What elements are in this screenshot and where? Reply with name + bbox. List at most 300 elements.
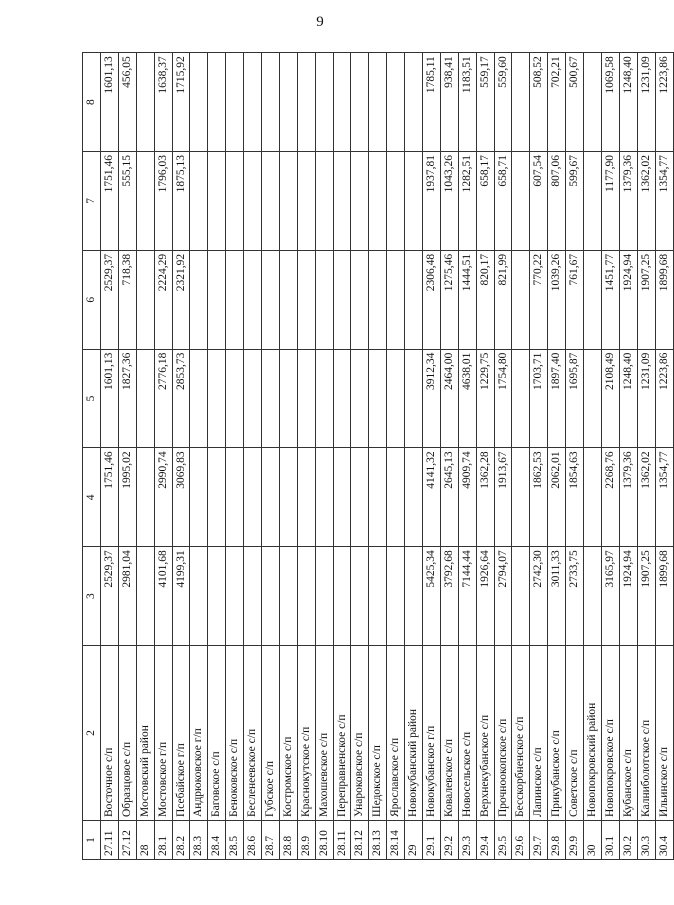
table-cell (280, 546, 297, 645)
table-cell: 1275,46 (441, 250, 458, 349)
table-cell (369, 349, 386, 448)
table-cell: 1897,40 (548, 349, 565, 448)
table-row (530, 52, 548, 860)
table-cell (387, 52, 404, 151)
table-cell (244, 151, 261, 250)
table-cell (351, 151, 368, 250)
table-cell: 3069,83 (173, 447, 190, 546)
table-cell (584, 52, 601, 151)
table-cell: 1248,40 (620, 52, 637, 151)
table-cell (405, 349, 422, 448)
table-cell: 2529,37 (101, 546, 118, 645)
table-cell: 1223,86 (656, 349, 673, 448)
table-cell: 27.12 (119, 820, 136, 860)
table-cell (405, 546, 422, 645)
table-cell: 28.2 (173, 820, 190, 860)
table-cell: 29.8 (548, 820, 565, 860)
table-cell (280, 151, 297, 250)
table-cell (280, 250, 297, 349)
table-cell (262, 52, 279, 151)
table-cell: 607,54 (530, 151, 547, 250)
table-cell: 29.4 (477, 820, 494, 860)
table-cell: 2464,00 (441, 349, 458, 448)
table-cell: 2306,48 (423, 250, 440, 349)
table-cell: 29.7 (530, 820, 547, 860)
table-cell: 5425,34 (423, 546, 440, 645)
table-cell (137, 151, 154, 250)
table-cell (244, 546, 261, 645)
table-cell (316, 151, 333, 250)
table-cell: 28 (137, 820, 154, 860)
table-cell (584, 250, 601, 349)
table-cell: 1282,51 (459, 151, 476, 250)
table-cell (387, 349, 404, 448)
table-cell (351, 349, 368, 448)
table-cell: 28.12 (351, 820, 368, 860)
table-cell: 4141,32 (423, 447, 440, 546)
table-cell: Баговское с/п (208, 645, 225, 820)
table-cell: 1875,13 (173, 151, 190, 250)
table-row (656, 52, 674, 860)
table-cell: 2645,13 (441, 447, 458, 546)
table-row (495, 52, 513, 860)
table-cell: 30.2 (620, 820, 637, 860)
table-cell (316, 52, 333, 151)
table-cell: 1229,75 (477, 349, 494, 448)
table-row (155, 52, 173, 860)
table-cell: Бесскорбненское с/п (512, 645, 529, 820)
table-cell (208, 546, 225, 645)
table-cell: Новосельское с/п (459, 645, 476, 820)
table-cell (280, 52, 297, 151)
table-cell: 1451,77 (602, 250, 619, 349)
table-cell: 1354,77 (656, 447, 673, 546)
table-cell: Кубанское с/п (620, 645, 637, 820)
table-row (244, 52, 262, 860)
table-cell (351, 250, 368, 349)
table-cell: 1862,53 (530, 447, 547, 546)
table-cell: 1601,13 (101, 52, 118, 151)
table-cell: 30 (584, 820, 601, 860)
table-cell (280, 349, 297, 448)
table-cell (584, 447, 601, 546)
table-header-cell: 4 (83, 447, 100, 546)
table-cell: 30.4 (656, 820, 673, 860)
table-cell (369, 151, 386, 250)
table-cell: 28.11 (334, 820, 351, 860)
table-cell: Ярославское с/п (387, 645, 404, 820)
table-cell (137, 52, 154, 151)
table-cell: 1854,63 (566, 447, 583, 546)
table-cell (244, 447, 261, 546)
table-cell: Андрюковское г/п (190, 645, 207, 820)
table-cell: 3792,68 (441, 546, 458, 645)
rotated-table-frame (82, 52, 670, 860)
table-row (459, 52, 477, 860)
table-cell: 2108,49 (602, 349, 619, 448)
table-header-cell: 2 (83, 645, 100, 820)
table-cell: 1907,25 (638, 250, 655, 349)
table-cell: 29.6 (512, 820, 529, 860)
table-cell: 29.1 (423, 820, 440, 860)
table-cell (512, 349, 529, 448)
table-cell: Новопокровский район (584, 645, 601, 820)
table-cell (137, 349, 154, 448)
table-row (423, 52, 441, 860)
table-cell: 28.3 (190, 820, 207, 860)
table-row (101, 52, 119, 860)
table-cell: Прочноокопское с/п (495, 645, 512, 820)
table-cell (190, 546, 207, 645)
table-cell: 1924,94 (620, 546, 637, 645)
table-row (173, 52, 191, 860)
table-cell (262, 546, 279, 645)
table-cell: 2733,75 (566, 546, 583, 645)
table-cell: 1937,81 (423, 151, 440, 250)
table-cell (351, 52, 368, 151)
table-cell (351, 447, 368, 546)
table-cell: 1444,51 (459, 250, 476, 349)
table-cell (584, 151, 601, 250)
table-cell (316, 349, 333, 448)
table-cell (226, 52, 243, 151)
table-row (262, 52, 280, 860)
table-cell (244, 52, 261, 151)
table-header-cell: 3 (83, 546, 100, 645)
table-cell: 555,15 (119, 151, 136, 250)
table-cell: Губское с/п (262, 645, 279, 820)
table-cell (334, 349, 351, 448)
table-cell (226, 447, 243, 546)
table-header-row (82, 52, 101, 860)
table-cell: 658,71 (495, 151, 512, 250)
table-cell (405, 151, 422, 250)
table-cell: 29.3 (459, 820, 476, 860)
table-cell: 1177,90 (602, 151, 619, 250)
table-cell (369, 52, 386, 151)
table-cell (316, 546, 333, 645)
table-row (369, 52, 387, 860)
table-cell (262, 151, 279, 250)
table-cell: Ковалевское с/п (441, 645, 458, 820)
table-cell (405, 447, 422, 546)
table-cell (190, 250, 207, 349)
table-cell (369, 250, 386, 349)
tariff-table (82, 52, 670, 860)
table-cell (262, 447, 279, 546)
table-cell: 29.2 (441, 820, 458, 860)
table-cell: 1751,46 (101, 151, 118, 250)
table-cell: 1703,71 (530, 349, 547, 448)
table-cell: 1601,13 (101, 349, 118, 448)
table-cell: 2990,74 (155, 447, 172, 546)
table-cell: 1924,94 (620, 250, 637, 349)
table-cell: 2981,04 (119, 546, 136, 645)
table-cell (334, 52, 351, 151)
table-cell: 1223,86 (656, 52, 673, 151)
table-row (620, 52, 638, 860)
table-cell: 27.11 (101, 820, 118, 860)
table-cell (512, 250, 529, 349)
table-cell (208, 52, 225, 151)
table-cell: 2794,07 (495, 546, 512, 645)
table-cell (316, 250, 333, 349)
table-cell: Образцовое с/п (119, 645, 136, 820)
table-cell (190, 447, 207, 546)
table-cell (387, 151, 404, 250)
table-cell: Краснокутское с/п (298, 645, 315, 820)
table-cell (351, 546, 368, 645)
table-cell (369, 447, 386, 546)
table-cell: 1751,46 (101, 447, 118, 546)
table-cell: 599,67 (566, 151, 583, 250)
table-cell: 28.5 (226, 820, 243, 860)
table-cell: 30.1 (602, 820, 619, 860)
table-cell (584, 546, 601, 645)
table-cell: Прикубанское с/п (548, 645, 565, 820)
table-cell: 1362,02 (638, 151, 655, 250)
table-cell: 1362,02 (638, 447, 655, 546)
table-cell: 28.4 (208, 820, 225, 860)
table-cell (387, 546, 404, 645)
table-cell: Восточное с/п (101, 645, 118, 820)
table-row (602, 52, 620, 860)
table-cell: 28.8 (280, 820, 297, 860)
table-cell: 1695,87 (566, 349, 583, 448)
table-cell: 807,06 (548, 151, 565, 250)
table-header-cell: 7 (83, 151, 100, 250)
table-cell: 2853,73 (173, 349, 190, 448)
table-cell: Костромское с/п (280, 645, 297, 820)
table-cell (405, 250, 422, 349)
table-cell (316, 447, 333, 546)
table-cell: 761,67 (566, 250, 583, 349)
table-cell: 1183,51 (459, 52, 476, 151)
table-row (351, 52, 369, 860)
table-cell (190, 52, 207, 151)
table-cell: Унароковское с/п (351, 645, 368, 820)
table-cell (226, 546, 243, 645)
table-cell: 2742,30 (530, 546, 547, 645)
table-cell: 28.7 (262, 820, 279, 860)
table-cell: Бесленеевское с/п (244, 645, 261, 820)
table-cell (298, 151, 315, 250)
table-cell (262, 349, 279, 448)
table-cell (334, 151, 351, 250)
table-cell: 2268,76 (602, 447, 619, 546)
table-cell: 29.9 (566, 820, 583, 860)
table-cell: 4199,31 (173, 546, 190, 645)
table-cell (298, 447, 315, 546)
table-cell: Переправненское с/п (334, 645, 351, 820)
table-row (387, 52, 405, 860)
table-cell: Мостовское г/п (155, 645, 172, 820)
table-cell (280, 447, 297, 546)
table-cell: 1043,26 (441, 151, 458, 250)
table-cell (137, 447, 154, 546)
table-cell: 28.9 (298, 820, 315, 860)
table-cell: 820,17 (477, 250, 494, 349)
table-cell: 1715,92 (173, 52, 190, 151)
table-cell (584, 349, 601, 448)
table-row (477, 52, 495, 860)
table-cell: 1754,80 (495, 349, 512, 448)
table-cell: 1069,58 (602, 52, 619, 151)
table-cell: Лапинское с/п (530, 645, 547, 820)
table-cell: 7144,44 (459, 546, 476, 645)
table-cell: 30.3 (638, 820, 655, 860)
table-cell: 1899,68 (656, 546, 673, 645)
table-cell: 456,05 (119, 52, 136, 151)
table-cell: 3011,33 (548, 546, 565, 645)
table-cell (208, 447, 225, 546)
table-cell: Мостовский район (137, 645, 154, 820)
table-cell (512, 52, 529, 151)
table-cell (262, 250, 279, 349)
table-cell (190, 349, 207, 448)
table-row (190, 52, 208, 860)
table-cell: 1785,11 (423, 52, 440, 151)
table-cell: Беноковское с/п (226, 645, 243, 820)
table-cell: 28.6 (244, 820, 261, 860)
table-cell: 500,67 (566, 52, 583, 151)
table-cell: 1907,25 (638, 546, 655, 645)
table-cell: Шедокское с/п (369, 645, 386, 820)
table-cell: 1039,26 (548, 250, 565, 349)
table-cell: Советское с/п (566, 645, 583, 820)
table-cell (137, 546, 154, 645)
table-cell: 2321,92 (173, 250, 190, 349)
table-cell: Калниболотское с/п (638, 645, 655, 820)
table-cell (512, 447, 529, 546)
table-cell: 938,41 (441, 52, 458, 151)
table-cell: 1638,37 (155, 52, 172, 151)
table-cell: 2062,01 (548, 447, 565, 546)
table-cell: 1926,64 (477, 546, 494, 645)
table-cell (512, 546, 529, 645)
table-header-cell: 8 (83, 52, 100, 151)
table-cell: Новокубанский район (405, 645, 422, 820)
table-row (137, 52, 155, 860)
table-cell: 718,38 (119, 250, 136, 349)
table-cell (298, 349, 315, 448)
table-cell (208, 250, 225, 349)
table-cell: Новопокровское с/п (602, 645, 619, 820)
table-row (280, 52, 298, 860)
table-cell (226, 349, 243, 448)
table-cell: 4638,01 (459, 349, 476, 448)
table-cell (298, 250, 315, 349)
table-header-cell: 6 (83, 250, 100, 349)
table-cell: 702,21 (548, 52, 565, 151)
table-cell (387, 447, 404, 546)
table-cell (369, 546, 386, 645)
table-cell: 3165,97 (602, 546, 619, 645)
table-row (208, 52, 226, 860)
table-cell: 28.10 (316, 820, 333, 860)
table-cell: 28.14 (387, 820, 404, 860)
table-row (119, 52, 137, 860)
table-header-cell: 5 (83, 349, 100, 448)
table-cell (334, 546, 351, 645)
table-cell: 559,17 (477, 52, 494, 151)
table-cell (244, 349, 261, 448)
table-cell (334, 447, 351, 546)
table-cell: 821,99 (495, 250, 512, 349)
table-cell (512, 151, 529, 250)
table-cell: 1995,02 (119, 447, 136, 546)
table-cell (226, 250, 243, 349)
table-cell: 658,17 (477, 151, 494, 250)
table-row (226, 52, 244, 860)
table-row (298, 52, 316, 860)
table-cell (137, 250, 154, 349)
table-cell (208, 349, 225, 448)
table-cell (298, 52, 315, 151)
table-cell: Махошевское с/п (316, 645, 333, 820)
table-row (638, 52, 656, 860)
table-cell: 3912,34 (423, 349, 440, 448)
table-header-cell: 1 (83, 820, 100, 860)
table-row (584, 52, 602, 860)
table-row (566, 52, 584, 860)
table-cell: Ильинское с/п (656, 645, 673, 820)
table-cell (208, 151, 225, 250)
table-cell: 1231,09 (638, 52, 655, 151)
table-row (405, 52, 423, 860)
table-cell: 770,22 (530, 250, 547, 349)
table-cell: 1913,67 (495, 447, 512, 546)
table-row (441, 52, 459, 860)
table-cell (387, 250, 404, 349)
table-cell: 1796,03 (155, 151, 172, 250)
table-row (316, 52, 334, 860)
table-cell: 1379,36 (620, 151, 637, 250)
table-cell: Новокубанское г/п (423, 645, 440, 820)
table-cell (334, 250, 351, 349)
table-cell: 1354,77 (656, 151, 673, 250)
table-cell: 4909,74 (459, 447, 476, 546)
table-cell: 29.5 (495, 820, 512, 860)
table-row (334, 52, 352, 860)
table-cell: 559,60 (495, 52, 512, 151)
table-cell (226, 151, 243, 250)
table-cell: 28.1 (155, 820, 172, 860)
page-number: 9 (316, 14, 324, 30)
table-cell: 2224,29 (155, 250, 172, 349)
table-cell (190, 151, 207, 250)
table-cell: 4101,68 (155, 546, 172, 645)
table-cell (298, 546, 315, 645)
table-cell: 28.13 (369, 820, 386, 860)
table-cell: Псебайское г/п (173, 645, 190, 820)
table-row (548, 52, 566, 860)
table-cell: 1362,28 (477, 447, 494, 546)
table-cell (405, 52, 422, 151)
table-cell: 2776,18 (155, 349, 172, 448)
table-cell: 2529,37 (101, 250, 118, 349)
table-cell: 508,52 (530, 52, 547, 151)
table-cell: 1379,36 (620, 447, 637, 546)
table-cell: 1231,09 (638, 349, 655, 448)
table-cell: 1899,68 (656, 250, 673, 349)
table-cell: Верхнекубанское с/п (477, 645, 494, 820)
table-cell: 1248,40 (620, 349, 637, 448)
table-cell (244, 250, 261, 349)
table-cell: 1827,36 (119, 349, 136, 448)
table-cell: 29 (405, 820, 422, 860)
table-row (512, 52, 530, 860)
